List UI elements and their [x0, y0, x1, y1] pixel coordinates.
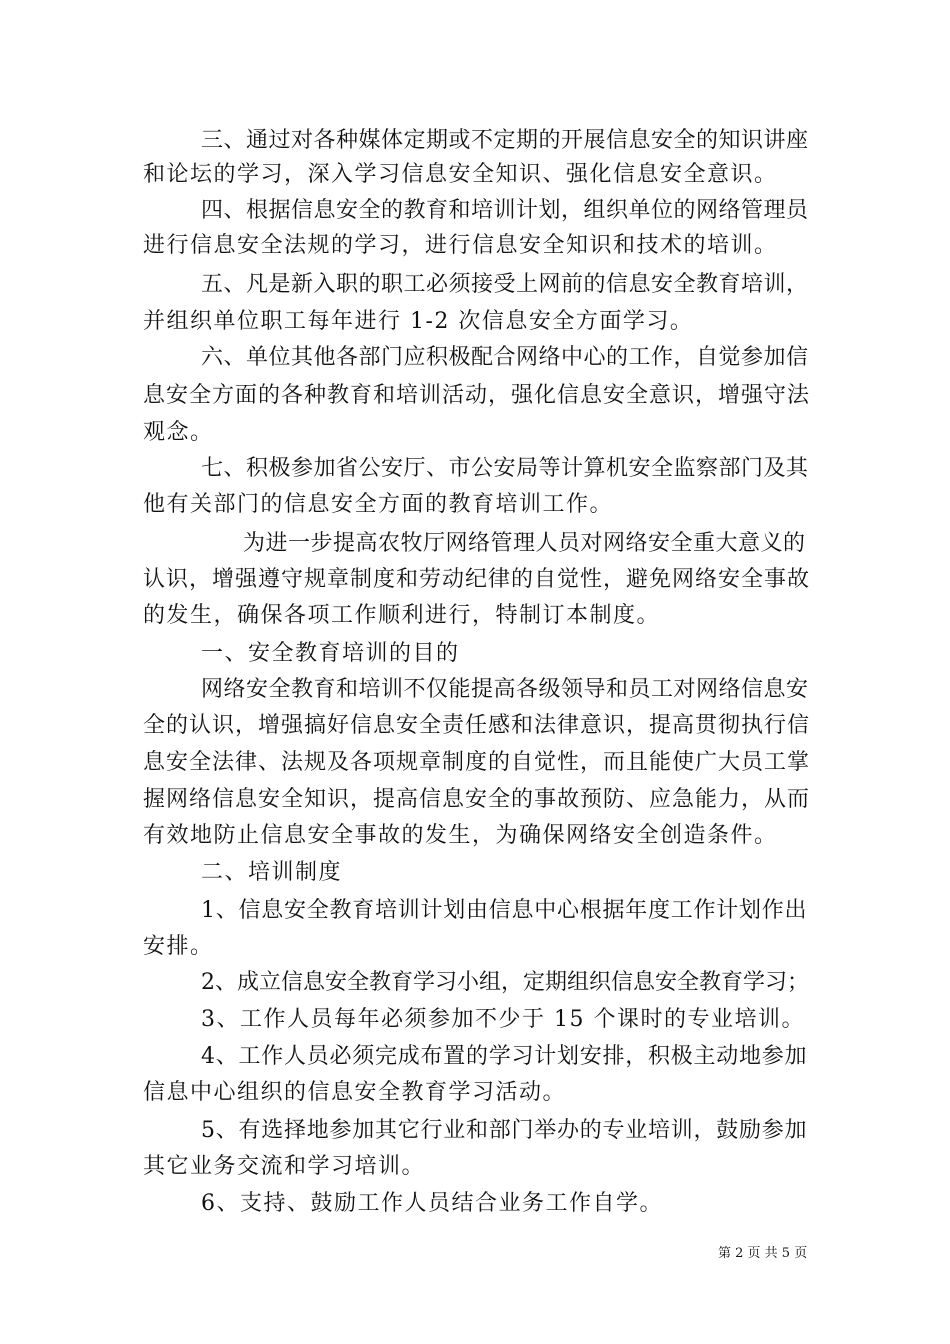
text-line: 有效地防止信息安全事故的发生，为确保网络安全创造条件。 — [143, 823, 778, 848]
text-line: 观念。 — [143, 420, 214, 445]
text-line: 6、支持、鼓励工作人员结合业务工作自学。 — [201, 1191, 663, 1216]
text-line: 并组织单位职工每年进行 1-2 次信息安全方面学习。 — [143, 309, 694, 334]
text-line: 的发生，确保各项工作顺利进行，特制订本制度。 — [143, 603, 661, 628]
text-line: 2、成立信息安全教育学习小组，定期组织信息安全教育学习； — [201, 970, 809, 995]
text-line: 为进一步提高农牧厅网络管理人员对网络安全重大意义的 — [243, 531, 806, 556]
text-line: 网络安全教育和培训不仅能提高各级领导和员工对网络信息安 — [201, 677, 809, 702]
text-line: 四、根据信息安全的教育和培训计划，组织单位的网络管理员 — [201, 198, 809, 223]
text-line: 握网络信息安全知识，提高信息安全的事故预防、应急能力，从而 — [143, 787, 811, 812]
text-line: 七、积极参加省公安厅、市公安局等计算机安全监察部门及其 — [201, 456, 809, 481]
text-line: 五、凡是新入职的职工必须接受上网前的信息安全教育培训， — [201, 272, 809, 297]
text-line: 六、单位其他各部门应积极配合网络中心的工作，自觉参加信 — [201, 345, 809, 370]
text-line: 4、工作人员必须完成布置的学习计划安排，积极主动地参加 — [201, 1044, 808, 1069]
text-line: 3、工作人员每年必须参加不少于 15 个课时的专业培训。 — [201, 1007, 805, 1032]
text-line: 进行信息安全法规的学习，进行信息安全知识和技术的培训。 — [143, 233, 778, 258]
page-number: 第 2 页 共 5 页 — [718, 1246, 808, 1261]
text-line: 和论坛的学习，深入学习信息安全知识、强化信息安全意识。 — [143, 162, 778, 187]
text-line: 全的认识，增强搞好信息安全责任感和法律意识，提高贯彻执行信 — [143, 713, 811, 738]
section-heading: 一、安全教育培训的目的 — [201, 641, 460, 666]
text-line: 信息中心组织的信息安全教育学习活动。 — [143, 1080, 567, 1105]
text-line: 1、信息安全教育培训计划由信息中心根据年度工作计划作出 — [201, 898, 808, 923]
section-heading: 二、培训制度 — [201, 860, 343, 885]
text-line: 认识，增强遵守规章制度和劳动纪律的自觉性，避免网络安全事故 — [143, 567, 811, 592]
text-line: 其它业务交流和学习培训。 — [143, 1154, 426, 1179]
text-line: 他有关部门的信息安全方面的教育培训工作。 — [143, 492, 614, 517]
text-line: 息安全方面的各种教育和培训活动，强化信息安全意识，增强守法 — [143, 383, 811, 408]
text-line: 息安全法律、法规及各项规章制度的自觉性，而且能使广大员工掌 — [143, 750, 811, 775]
text-line: 5、有选择地参加其它行业和部门举办的专业培训，鼓励参加 — [201, 1118, 808, 1143]
text-line: 三、通过对各种媒体定期或不定期的开展信息安全的知识讲座 — [201, 128, 809, 153]
text-line: 安排。 — [143, 934, 214, 959]
